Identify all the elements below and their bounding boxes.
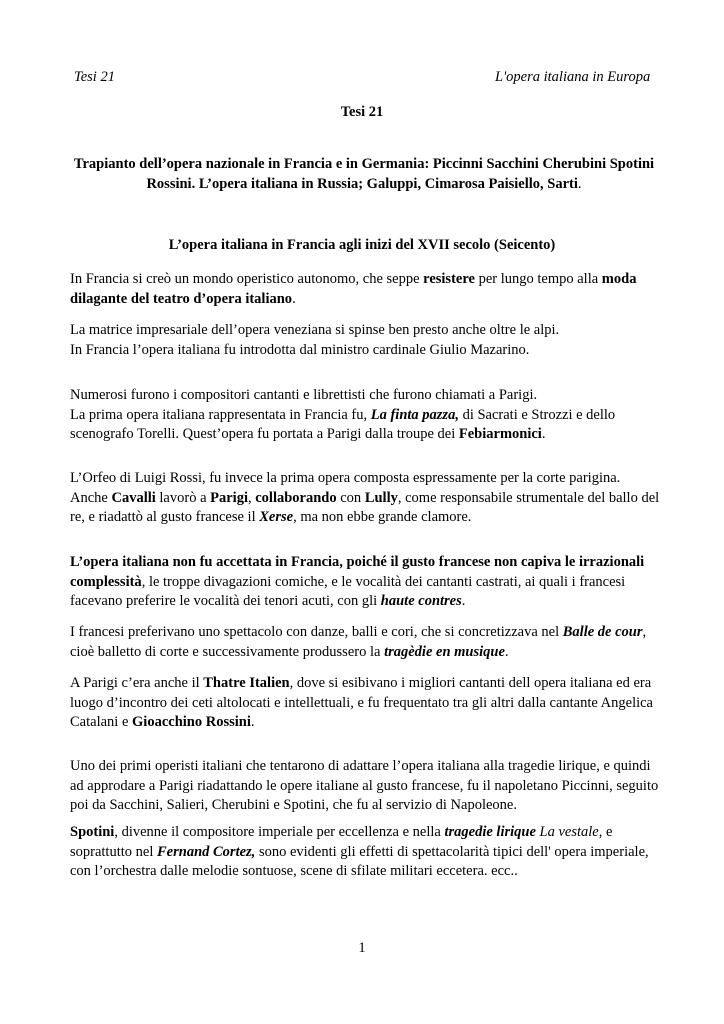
p2-line: La matrice impresariale dell’opera veneziana si spinse ben presto anche oltre le alpi.: [70, 322, 560, 338]
p4-line: L’Orfeo di Luigi Rossi, fu invece la prima opera composta espressamente per la corte parigina.: [70, 470, 621, 486]
p9-bold-italic: tragedie lirique: [444, 824, 536, 840]
p1-text: per lungo tempo alla: [474, 271, 602, 287]
p5-text: .: [461, 593, 466, 609]
p3-line: Numerosi furono i compositori cantanti e librettisti che furono chiamati a Parigi.: [70, 387, 538, 403]
p8-text: Uno dei primi operisti italiani che tentarono di adattare l’opera italiana alla tragedie lirique, e quindi ad approdare a Parigi riadattando le opere italiane al gusto francese, fu il napoletano Piccinni, seguito poi da Sacchini, Salieri, Cherubini e Spotini, che fu al servizio di Napoleone.: [70, 758, 659, 813]
p6-text: .: [504, 643, 509, 660]
p9-text: , divenne il compositore imperiale per eccellenza e nella: [114, 824, 445, 840]
p4-bold: Cavalli: [111, 489, 156, 506]
subtitle-trailing: .: [577, 176, 582, 192]
p4-bold-italic: Xerse: [259, 509, 294, 525]
p4-text: con: [336, 489, 365, 506]
p4-bold: Parigi: [210, 489, 248, 506]
page-subtitle: [70, 154, 658, 194]
p3-bold-italic: La finta pazza,: [370, 406, 459, 423]
p1-text: .: [292, 290, 296, 307]
p3-text: di Sacrati e Strozzi e dello scenografo Torelli. Quest’opera fu portata a Parigi dalla troupe dei: [70, 406, 616, 442]
p1-bold: moda dilagante del teatro d’opera italiano: [70, 271, 637, 307]
p3-text: La prima opera italiana rappresentata in Francia fu,: [70, 406, 371, 423]
p5-bold-italic: haute contres: [380, 593, 462, 609]
p5-bold: L’opera italiana non fu accettata in Francia, poiché il gusto francese non capiva le irrazionali complessità: [70, 554, 645, 590]
paragraph-1: [70, 270, 660, 309]
p6-bold-italic: tragèdie en musique: [384, 643, 505, 660]
p9-text: , e soprattutto nel: [70, 824, 613, 860]
p6-bold-italic: Balle de cour: [562, 624, 643, 640]
p4-bold: Lully: [364, 489, 398, 506]
paragraph-4: [70, 469, 660, 528]
p4-bold: collaborando: [255, 489, 337, 506]
p6-text: , cioè balletto di corte e successivamente produssero la: [70, 624, 647, 660]
paragraph-2: [70, 321, 660, 360]
page-number: 1: [358, 940, 366, 956]
paragraph-3: [70, 386, 660, 445]
p7-bold: Thatre Italien: [203, 675, 290, 691]
header-left: Tesi 21: [74, 69, 115, 85]
p4-text: , come responsabile strumentale del ballo del re, e riadattò al gusto francese il: [70, 489, 660, 525]
p7-text: .: [250, 714, 255, 730]
p7-text: , dove si esibivano i migliori cantanti dell opera italiana ed era luogo d’incontro dei ceti altolocati e intellettuali, e fu frequentato tra gli altri dalla cantante Angelica Catalani e: [70, 675, 653, 730]
p9-bold: Spotini: [70, 824, 115, 840]
p3-bold: Febiarmonici: [458, 426, 542, 442]
p9-bold-italic: Fernand Cortez,: [157, 843, 256, 860]
paragraph-7: [70, 674, 660, 733]
p9-text: sono evidenti gli effetti di spettacolarità tipici dell' opera imperiale, con l’orchestra dalle melodie sontuose, scene di sfilate militari eccetera. ecc..: [70, 843, 649, 879]
paragraph-5: [70, 553, 660, 612]
paragraph-8: [70, 757, 660, 816]
p5-text: , le troppe divagazioni comiche, e le vocalità dei cantanti castrati, ai quali i francesi facevano preferire le vocalità dei tenori acuti, con gli: [70, 573, 626, 609]
p7-text: A Parigi c’era anche il: [70, 675, 204, 691]
header-right: L'opera italiana in Europa: [495, 69, 651, 85]
page-title: Tesi 21: [340, 104, 384, 120]
p1-text: In Francia si creò un mondo operistico autonomo, che seppe: [70, 271, 424, 287]
p4-text: , ma non ebbe grande clamore.: [293, 509, 472, 525]
p1-bold: resistere: [423, 271, 475, 287]
p3-text: .: [541, 426, 546, 442]
p4-text: ,: [248, 489, 256, 506]
p4-text: lavorò a: [155, 489, 211, 506]
paragraph-6: [70, 623, 660, 662]
p6-text: I francesi preferivano uno spettacolo con danze, balli e cori, che si concretizzava nel: [70, 624, 563, 640]
p2-line: In Francia l’opera italiana fu introdotta dal ministro cardinale Giulio Mazarino.: [70, 341, 530, 358]
p4-text: Anche: [70, 489, 112, 506]
p7-bold: Gioacchino Rossini: [132, 714, 251, 730]
section-title: L’opera italiana in Francia agli inizi del XVII secolo (Seicento): [168, 237, 556, 253]
subtitle-bold: Trapianto dell’opera nazionale in Francia e in Germania: Piccinni Sacchini Cherubini Spotini Rossini. L’opera italiana in Russia; Galuppi, Cimarosa Paisiello, Sarti: [73, 156, 655, 192]
p9-italic: La vestale: [539, 824, 599, 840]
paragraph-9: [70, 823, 660, 882]
